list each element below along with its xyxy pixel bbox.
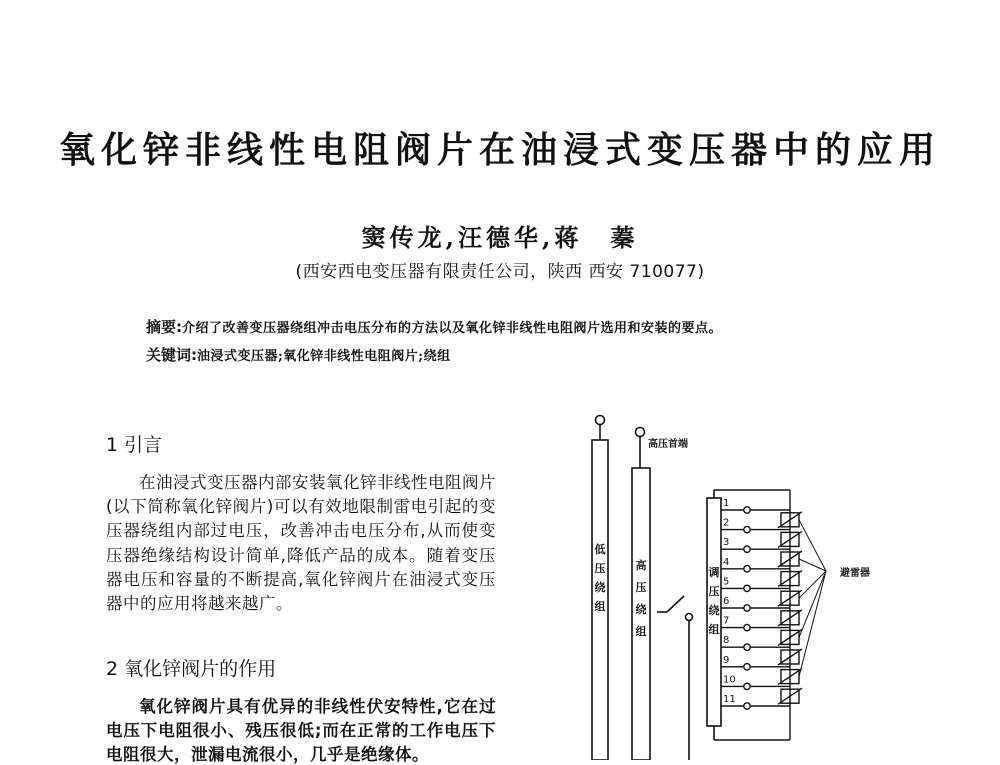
svg-text:绕: 绕 (708, 604, 720, 617)
reg-winding-label (709, 565, 720, 636)
hv-winding-label (636, 558, 647, 638)
abstract-label: 摘要: (146, 318, 182, 336)
section-paragraph-zno-role: 氧化锌阀片具有优异的非线性伏安特性,它在过电压下电阻很小、残压很低;而在正常的工作电压下电阻很大，泄漏电流很小，几乎是绝缘体。 (106, 697, 496, 765)
tap-selector-arm (667, 596, 684, 612)
tap-number: 2 (723, 517, 730, 529)
svg-text:绕: 绕 (635, 603, 647, 616)
keywords-text: 油浸式变压器;氧化锌非线性电阻阀片;绕组 (197, 349, 451, 364)
hv-terminal-label: 高压首端 (648, 439, 688, 450)
svg-text:绕: 绕 (594, 581, 606, 594)
tap-number: 7 (723, 615, 730, 627)
svg-text:压: 压 (708, 585, 720, 598)
svg-text:高: 高 (635, 559, 647, 572)
tap-terminal (744, 644, 750, 650)
tap-terminal (744, 546, 750, 552)
svg-text:组: 组 (635, 625, 647, 638)
tap-terminal (744, 664, 750, 670)
tap-terminal (744, 683, 750, 689)
tap-number: 9 (723, 654, 730, 666)
svg-text:组: 组 (594, 600, 606, 613)
svg-text:低: 低 (594, 543, 606, 556)
affiliation: (西安西电变压器有限责任公司，陕西 西安 710077) (295, 262, 705, 282)
tap-terminal (744, 507, 750, 513)
paper-title: 氧化锌非线性电阻阀片在油浸式变压器中的应用 (58, 129, 941, 171)
tap-number: 10 (723, 674, 736, 686)
svg-text:调: 调 (708, 566, 720, 579)
tap-terminal (744, 566, 750, 572)
section-paragraph-introduction: 在油浸式变压器内部安装氧化锌非线性电阻阀片(以下简称氧化锌阀片)可以有效地限制雷电引起的变压器绕组内部过电压，改善冲击电压分布,从而使变压器绝缘结构设计简单,降低产品的成本。随着变压器电压和容量的不断提高,氧化锌阀片在油浸式变压器中的应用将越来越广。 (106, 473, 496, 614)
abstract-text: 介绍了改善变压器绕组冲击电压分布的方法以及氧化锌非线性电阻阀片选用和安装的要点。 (182, 321, 723, 336)
lv-winding-label (595, 542, 606, 613)
tap-number: 3 (723, 537, 730, 549)
tap-number: 4 (723, 556, 730, 568)
hv-terminal-circle (636, 428, 645, 437)
lv-terminal-circle (596, 416, 605, 425)
tap-number: 1 (723, 498, 730, 509)
authors: 窦传龙,汪德华,蒋 蓁 (361, 223, 639, 252)
section-heading-introduction: 1 引言 (106, 434, 163, 456)
section-heading-zno-role: 2 氧化锌阀片的作用 (106, 658, 277, 680)
tap-number: 6 (723, 596, 730, 607)
keywords-label: 关键词: (146, 346, 197, 364)
tap-terminal (744, 605, 750, 611)
tap-number: 5 (723, 576, 730, 588)
tap-terminal (744, 585, 750, 591)
svg-text:组: 组 (708, 623, 720, 636)
tap-number: 11 (723, 694, 736, 705)
tap-terminal (744, 526, 750, 532)
tap-number: 8 (723, 635, 730, 647)
svg-text:压: 压 (635, 581, 647, 594)
tap-terminal (744, 703, 750, 709)
arrester-label: 避雷器 (840, 568, 870, 579)
svg-text:压: 压 (594, 562, 606, 575)
tap-terminal (744, 624, 750, 630)
